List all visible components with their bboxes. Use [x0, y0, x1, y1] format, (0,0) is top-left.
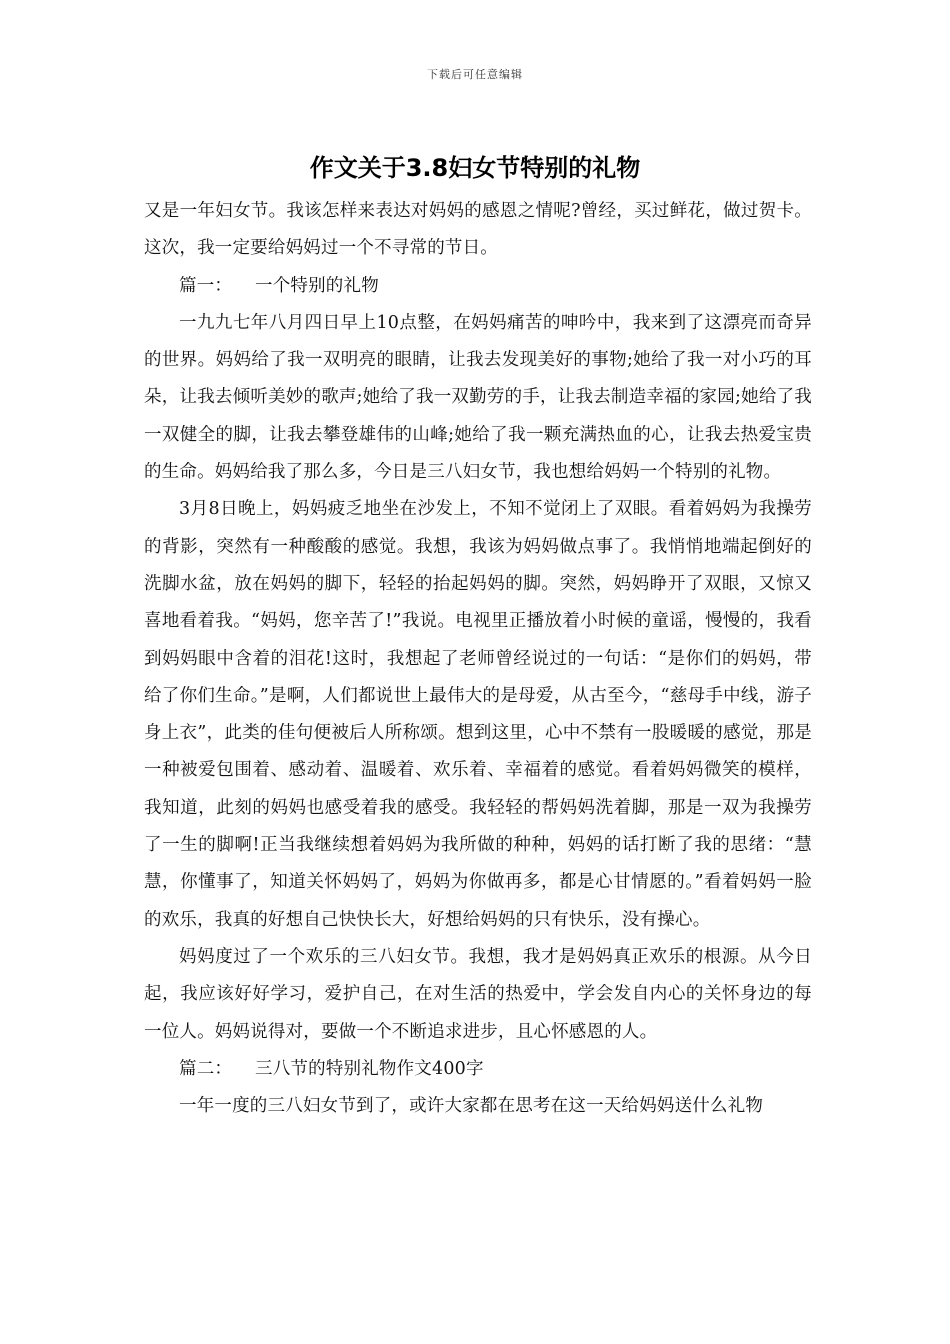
section-heading-2: [144, 1051, 812, 1088]
intro-paragraph: 又是一年妇女节。我该怎样来表达对妈妈的感恩之情呢?曾经，买过鲜花，做过贺卡。这次，我一定要给妈妈过一个不寻常的节日。: [144, 201, 812, 259]
body-paragraph: 妈妈度过了一个欢乐的三八妇女节。我想，我才是妈妈真正欢乐的根源。从今日起，我应该好好学习，爱护自己，在对生活的热爱中，学会发自内心的关怀身边的每一位人。妈妈说得对，要做一个不断追求进步，且心怀感恩的人。: [144, 946, 812, 1042]
body-paragraph: 一年一度的三八妇女节到了，或许大家都在思考在这一天给妈妈送什么礼物: [179, 1096, 764, 1117]
section-number-1: 篇一：: [179, 275, 233, 296]
document-title: 作文关于3.8妇女节特别的礼物: [309, 154, 641, 182]
body-paragraph: 3月8日晚上，妈妈疲乏地坐在沙发上，不知不觉闭上了双眼。看着妈妈为我操劳的背影，突然有一种酸酸的感觉。我想，我该为妈妈做点事了。我悄悄地端起倒好的洗脚水盆，放在妈妈的脚下，轻轻的抬起妈妈的脚。突然，妈妈睁开了双眼，又惊又喜地看着我。“妈妈，您辛苦了!”我说。电视里正播放着小时候的童谣，慢慢的，我看到妈妈眼中含着的泪花!这时，我想起了老师曾经说过的一句话：“是你们的妈妈，带给了你们生命。”是啊，人们都说世上最伟大的是母爱，从古至今，“慈母手中线，游子身上衣”，此类的佳句便被后人所称颂。想到这里，心中不禁有一股暖暖的感觉，那是一种被爱包围着、感动着、温暖着、欢乐着、幸福着的感觉。看着妈妈微笑的模样，我知道，此刻的妈妈也感受着我的感受。我轻轻的帮妈妈洗着脚，那是一双为我操劳了一生的脚啊!正当我继续想着妈妈为我所做的种种，妈妈的话打断了我的思绪：“慧慧，你懂事了，知道关怀妈妈了，妈妈为你做再多，都是心甘情愿的。”看着妈妈一脸的欢乐，我真的好想自己快快长大，好想给妈妈的只有快乐，没有操心。: [144, 499, 812, 930]
body-paragraph: 一九九七年八月四日早上10点整，在妈妈痛苦的呻吟中，我来到了这漂亮而奇异的世界。妈妈给了我一双明亮的眼睛，让我去发现美好的事物;她给了我一对小巧的耳朵，让我去倾听美妙的歌声;她给了我一双勤劳的手，让我去制造幸福的家园;她给了我一双健全的脚，让我去攀登雄伟的山峰;她给了我一颗充满热血的心，让我去热爱宝贵的生命。妈妈给我了那么多，今日是三八妇女节，我也想给妈妈一个特别的礼物。: [144, 312, 812, 483]
document-body: [144, 193, 812, 1125]
section-heading-1: [144, 268, 812, 305]
section-title-1: 一个特别的礼物: [255, 275, 379, 296]
section-title-2: 三八节的特别礼物作文400字: [255, 1058, 484, 1079]
header-note: 下载后可任意编辑: [427, 68, 523, 81]
section-number-2: 篇二：: [179, 1058, 233, 1079]
